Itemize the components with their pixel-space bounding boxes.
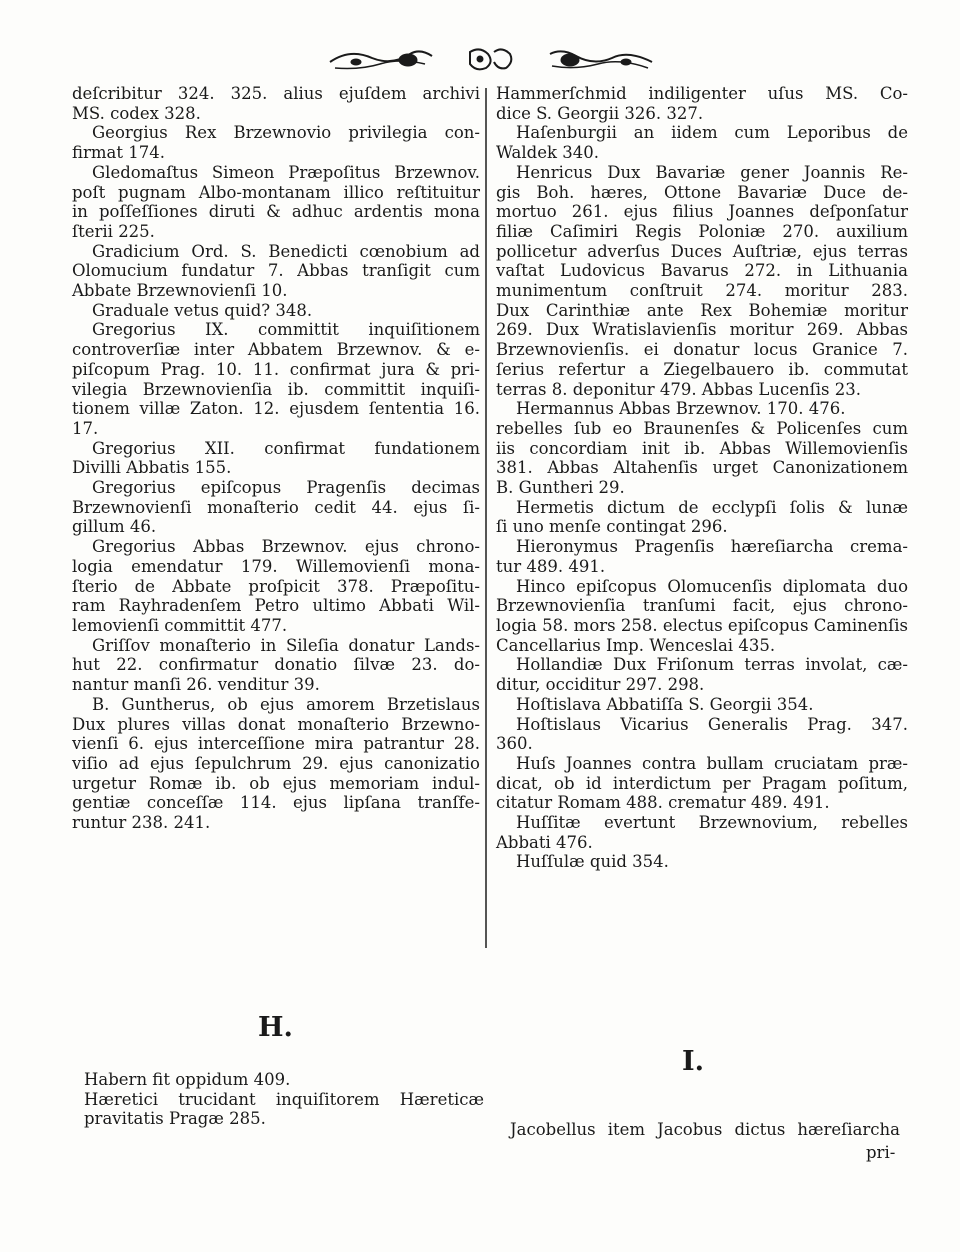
index-line: 360. [496,734,533,754]
index-line: Huſſulæ quid 354. [516,852,669,872]
index-line: rebelles ſub eo Braunenſes & Policenſes cum [496,418,908,438]
column-divider [485,88,487,948]
index-line: Hollandiæ Dux Friſonum terras involat, cæ- [516,655,908,675]
index-line: Brzewnovienſis. ei donatur locus Granice 7. [496,340,908,360]
index-line: Dux plures villas donat monaſterio Brzewno- [72,714,480,734]
index-line: Gregorius epiſcopus Pragenſis decimas [92,478,480,498]
index-line: Graduale vetus quid? 348. [92,300,313,320]
section-letter-h: H. [258,1012,293,1043]
index-line: gis Boh. hæres, Ottone Bavariæ Duce de- [496,182,908,202]
index-line: ſterii 225. [72,221,155,241]
index-line: Abbate Brzewnovienſi 10. [72,281,288,301]
index-line: piſcopum Prag. 10. 11. confirmat jura & pri- [72,359,480,379]
index-line: Brzewnovienſi monaſterio cedit 44. ejus ſi- [72,497,480,517]
index-line: Hammerſchmid indiligenter uſus MS. Co- [496,84,908,103]
index-line: firmat 174. [72,143,165,163]
index-line: Gregorius Abbas Brzewnov. ejus chrono- [92,537,480,557]
index-line: Griſſov monaſterio in Sileſia donatur Lands- [92,635,480,655]
index-line: 381. Abbas Altahenſis urget Canonizationem [496,458,908,478]
index-line: Jacobellus item Jacobus dictus hæreſiarcha [510,1120,900,1139]
index-line: Huſs Joannes contra bullam cruciatam præ- [516,753,908,773]
index-line: viſio ad ejus ſepulchrum 29. ejus canonizatio [72,753,480,773]
headpiece-ornament [0,40,960,80]
index-line: Brzewnovienſia tranſumi facit, ejus chrono- [496,596,908,616]
index-line: gentiæ conceſſæ 114. ejus lipſana tranſfe- [72,793,480,813]
index-line: Gregorius IX. committit inquiſitionem [92,320,480,340]
index-line: ſterio de Abbate proſpicit 378. Præpoſitu- [72,576,480,596]
left-index-column [72,84,480,833]
index-line: Dux Carinthiæ ante Rex Bohemiæ moritur [496,300,908,320]
index-line: Abbati 476. [496,832,593,852]
index-line: lemovienſi committit 477. [72,615,288,635]
index-line: ram Rayhradenſem Petro ultimo Abbati Wil- [72,596,480,616]
index-line: 17. [72,418,99,438]
index-line: poſt pugnam Albo-montanam illico reſtituitur [72,182,480,202]
index-line: logia emendatur 179. Willemovienſi mona- [72,556,480,576]
index-line: dice S. Georgii 326. 327. [496,103,704,123]
index-line: pollicetur adverſus Duces Auſtriæ, ejus terras [496,241,908,261]
index-line: B. Guntherus, ob ejus amorem Brzetislaus [92,694,480,714]
index-line: tur 489. 491. [496,556,606,576]
index-line: vienſi 6. ejus interceſſione mira patrantur 28. [72,734,480,754]
index-line: Hoſtislaus Vicarius Generalis Prag. 347. [516,714,908,734]
index-line: vaſtat Ludovicus Bavarus 272. in Lithuania [496,261,908,281]
catchword: pri- [866,1143,896,1162]
index-line: ſi uno menſe contingat 296. [496,517,728,537]
index-line: Georgius Rex Brzewnovio privilegia con- [92,123,480,143]
index-line: Olomucium fundatur 7. Abbas tranſigit cum [72,261,480,281]
index-line: Hoſtislava Abbatiſſa S. Georgii 354. [516,694,814,714]
index-line: controverſiæ inter Abbatem Brzewnov. & e- [72,340,480,360]
index-line: iis concordiam init ib. Abbas Willemovienſis [496,438,908,458]
index-line: Waldek 340. [496,143,599,163]
index-line: hut 22. confirmatur donatio ſilvæ 23. do- [72,655,480,675]
index-line: mortuo 261. ejus filius Joannes deſponſatur [496,202,908,222]
section-h-entries [84,1070,484,1129]
index-line: in poſſeſſiones diruti & adhuc ardentis mona [72,202,480,222]
index-line: Cancellarius Imp. Wenceslai 435. [496,635,776,655]
index-line: Divilli Abbatis 155. [72,458,232,478]
section-i-entries [510,1120,900,1140]
index-line: dicat, ob id interdictum per Pragam poſitum, [496,773,908,793]
index-line: Hermetis dictum de ecclypſi ſolis & lunæ [516,497,908,517]
index-line: Habern fit oppidum 409. [84,1070,291,1089]
index-line: Haſenburgii an iidem cum Leporibus de [516,123,908,143]
index-line: logia 58. mors 258. electus epiſcopus Caminenſis [496,615,908,635]
index-line: Gledomaſtus Simeon Præpoſitus Brzewnov. [92,162,480,182]
index-line: urgetur Romæ ib. ob ejus memoriam indul- [72,773,480,793]
index-line: runtur 238. 241. [72,813,211,833]
index-line: B. Guntheri 29. [496,478,625,498]
index-line: Huſſitæ evertunt Brzewnovium, rebelles [516,813,908,833]
index-line: filiæ Caſimiri Regis Poloniæ 270. auxilium [496,221,908,241]
index-line: Hinco epiſcopus Olomucenſis diplomata duo [516,576,908,596]
index-line: ditur, occiditur 297. 298. [496,675,705,695]
index-line: vilegia Brzewnovienſia ib. committit inquiſi- [72,379,480,399]
index-line: 269. Dux Wratislavienſis moritur 269. Abbas [496,320,908,340]
index-line: citatur Romam 488. crematur 489. 491. [496,793,830,813]
index-line: Gregorius XII. confirmat fundationem [92,438,480,458]
index-line: Hæretici trucidant inquiſitorem Hæreticæ [84,1089,484,1109]
index-line: MS. codex 328. [72,103,201,123]
index-line: Henricus Dux Bavariæ gener Joannis Re- [516,162,908,182]
index-line: deſcribitur 324. 325. alius ejuſdem archivi [72,84,480,103]
index-line: Hermannus Abbas Brzewnov. 170. 476. [516,399,846,419]
index-line: terras 8. deponitur 479. Abbas Lucenſis 23. [496,379,861,399]
index-line: ſerius refertur a Ziegelbauero ib. commutat [496,359,908,379]
index-line: nantur manſi 26. venditur 39. [72,675,320,695]
index-line: Hieronymus Pragenſis hæreſiarcha crema- [516,537,908,557]
section-letter-i: I. [682,1046,705,1077]
index-line: pravitatis Pragæ 285. [84,1109,266,1129]
index-line: Gradicium Ord. S. Benedicti cœnobium ad [92,241,480,261]
index-line: gillum 46. [72,517,157,537]
right-index-column [496,84,908,872]
index-line: munimentum conſtruit 274. moritur 283. [496,281,908,301]
index-line: tionem villæ Zaton. 12. ejusdem ſententia 16. [72,399,480,419]
